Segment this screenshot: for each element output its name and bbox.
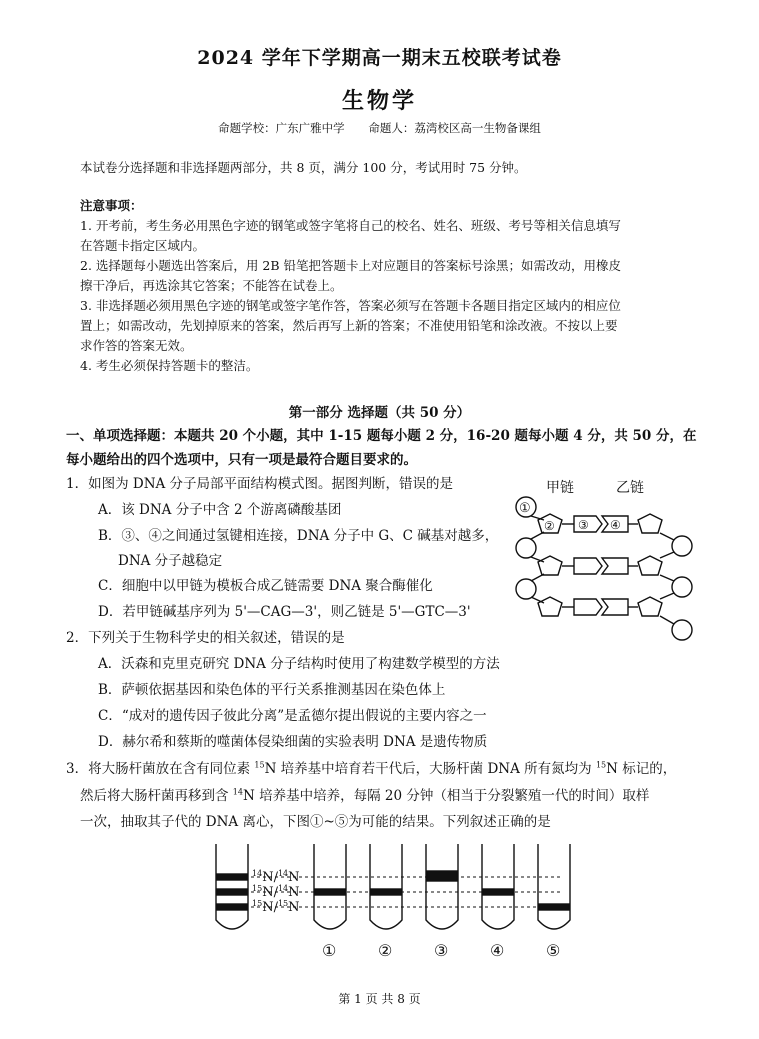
tube-3 [426,844,458,929]
q1-stem: 1．如图为 DNA 分子局部平面结构模式图。据图判断，错误的是 [66,476,454,492]
band [427,871,457,881]
note-line: 在答题卡指定区域内。 [80,238,206,253]
band [483,889,513,895]
note-line: 1. 开考前，考生务必用黑色字迹的钢笔或签字笔将自己的校名、姓名、班级、考号等相关信息填写 [80,218,621,233]
exam-title: 2024 学年下学期高一期末五校联考试卷 [197,47,562,69]
centrifuge-tubes-diagram [210,838,590,964]
band-label-15-14: $^{15}$N/$^{14}$N [252,884,300,900]
note-line: 擦干净后，再选涂其它答案；不能答在试卷上。 [80,278,343,293]
phosphate-circle [672,620,692,640]
q3-text: N 培养基中培养，每隔 20 分钟（相当于分裂繁殖一代的时间）取样 [242,788,650,804]
dna-structure-diagram [504,476,704,646]
phosphate-circle [516,579,536,599]
reference-tube [216,844,248,929]
note-line: 4. 考生必须保持答题卡的整洁。 [80,358,259,373]
tube-label: ⑤ [546,941,561,960]
band-label-15-15: $^{15}$N/$^{15}$N [252,899,300,915]
phosphate-circle [516,538,536,558]
q1-option-c: C．细胞中以甲链为模板合成乙链需要 DNA 聚合酶催化 [98,578,433,594]
phosphate-circle [672,577,692,597]
band [539,904,569,910]
chain-a-label: 甲链 [546,480,574,496]
q3-line-2 [80,784,649,808]
q2-stem: 2．下列关于生物科学史的相关叙述，错误的是 [66,630,345,646]
author: 命题人：荔湾校区高一生物备课组 [368,121,541,135]
tube-label: ② [378,941,393,960]
marker-1: ① [519,501,531,516]
tube-2 [370,844,402,929]
subject-title: 生物学 [341,88,417,114]
chain-b-label: 乙链 [616,480,644,496]
base-left [574,558,602,574]
tube-label: ③ [434,941,449,960]
q1-option-a: A．该 DNA 分子中含 2 个游离磷酸基团 [98,502,342,518]
page-footer: 第 1 页 共 8 页 [338,992,421,1006]
tube-4 [482,844,514,929]
q1-option-d: D．若甲链碱基序列为 5'—CAG—3'，则乙链是 5'—GTC—3' [98,604,471,620]
author-line [0,120,759,136]
band [217,889,247,895]
marker-2: ② [544,519,555,533]
q2-option-d: D．赫尔希和蔡斯的噬菌体侵染细菌的实验表明 DNA 是遗传物质 [98,734,488,750]
notes-heading: 注意事项： [80,198,143,213]
deoxyribose-pentagon [638,597,662,616]
band [371,889,401,895]
marker-3: ③ [578,518,589,532]
section-title: 第一部分 选择题（共 50 分） [288,405,471,421]
band [217,904,247,910]
note-line: 置上；如需改动，先划掉原来的答案，然后再写上新的答案；不准使用铅笔和涂改液。不按以上要 [80,318,618,333]
q3-line-3: 一次，抽取其子代的 DNA 离心，下图①~⑤为可能的结果。下列叙述正确的是 [80,814,551,830]
q1-option-b-cont: DNA 分子越稳定 [118,553,223,569]
band [315,889,345,895]
note-line: 求作答的答案无效。 [80,338,193,353]
band-label-14-14: $^{14}$N/$^{14}$N [252,869,300,885]
section-instruction-2: 每小题给出的四个选项中，只有一项是最符合题目要求的。 [66,452,417,468]
note-line: 3. 非选择题必须用黑色字迹的钢笔或签字笔作答，答案必须写在答题卡各题目指定区域内的相应位 [80,298,621,313]
q2-option-b: B．萨顿依据基因和染色体的平行关系推测基因在染色体上 [98,682,446,698]
intro: 本试卷分选择题和非选择题两部分，共 8 页，满分 100 分，考试用时 75 分钟。 [80,160,527,175]
tube-label: ④ [490,941,505,960]
base-left [574,599,602,615]
superscript: 14 [232,787,243,797]
school: 命题学校：广东广雅中学 [218,121,345,135]
deoxyribose-pentagon [538,597,562,616]
deoxyribose-pentagon [638,556,662,575]
q1-option-b: B．③、④之间通过氢键相连接，DNA 分子中 G、C 碱基对越多， [98,528,499,544]
deoxyribose-pentagon [638,514,662,533]
q3-text: 3．将大肠杆菌放在含有同位素 [66,761,255,777]
notes [80,216,700,376]
note-line: 2. 选择题每小题选出答案后，用 2B 铅笔把答题卡上对应题目的答案标号涂黑；如需改动，用橡皮 [80,258,621,273]
superscript: 15 [254,760,265,770]
band [217,874,247,880]
q3-text: N 标记的， [606,761,677,777]
marker-4: ④ [610,518,621,532]
section-instruction-1: 一、单项选择题：本题共 20 个小题，其中 1-15 题每小题 2 分，16-20 题每小题 4 分，共 50 分，在 [66,428,697,444]
phosphate-circle [672,536,692,556]
tube-label: ① [322,941,337,960]
deoxyribose-pentagon [538,556,562,575]
tube-1 [314,844,346,929]
q3-line-1 [66,757,676,781]
q3-text: 然后将大肠杆菌再移到含 [80,788,233,804]
q2-option-c: C．“成对的遗传因子彼此分离”是孟德尔提出假说的主要内容之一 [98,708,487,724]
q3-text: N 培养基中培育若干代后，大肠杆菌 DNA 所有氮均为 [264,761,596,777]
base-right [602,599,628,615]
tube-5 [538,844,570,929]
base-right [602,558,628,574]
q2-option-a: A．沃森和克里克研究 DNA 分子结构时使用了构建数学模型的方法 [98,656,500,672]
superscript: 15 [595,760,607,770]
